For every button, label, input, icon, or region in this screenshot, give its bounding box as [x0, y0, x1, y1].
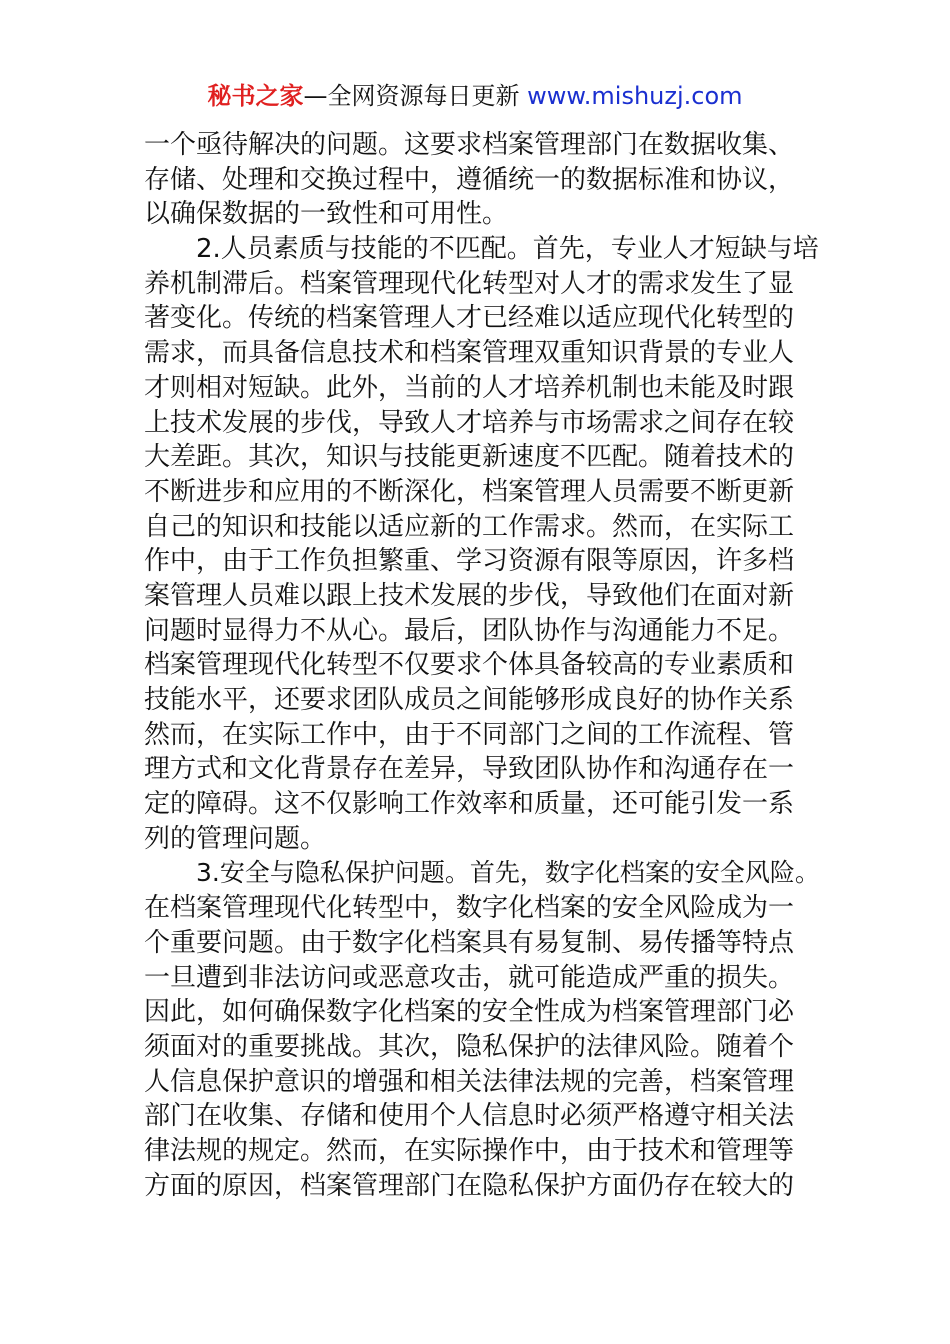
text-line: 问题时显得力不从心。最后，团队协作与沟通能力不足。 [144, 615, 795, 646]
page-header [0, 80, 950, 112]
text-line: 部门在收集、存储和使用个人信息时必须严格遵守相关法 [144, 1101, 795, 1132]
text-line: 一个亟待解决的问题。这要求档案管理部门在数据收集、 [144, 130, 795, 160]
text-line: 技能水平，还要求团队成员之间能够形成良好的协作关系 [144, 685, 795, 715]
header-slogan: —全网资源每日更新 [303, 82, 520, 110]
text-line: 自己的知识和技能以适应新的工作需求。然而，在实际工 [144, 511, 795, 542]
website-link[interactable]: www.mishuzj.com [527, 82, 743, 110]
text-line: 方面的原因，档案管理部门在隐私保护方面仍存在较大的 [144, 1170, 795, 1201]
text-line: 档案管理现代化转型不仅要求个体具备较高的专业素质和 [144, 650, 795, 681]
text-line: 在档案管理现代化转型中，数字化档案的安全风险成为一 [144, 893, 795, 924]
text-line: 上技术发展的步伐，导致人才培养与市场需求之间存在较 [144, 407, 795, 438]
text-line: 人信息保护意识的增强和相关法律法规的完善，档案管理 [144, 1066, 795, 1097]
text-line: 需求，而具备信息技术和档案管理双重知识背景的专业人 [144, 338, 795, 369]
text-line: 著变化。传统的档案管理人才已经难以适应现代化转型的 [144, 303, 795, 334]
text-line: 案管理人员难以跟上技术发展的步伐，导致他们在面对新 [144, 580, 795, 611]
text-line: 3.安全与隐私保护问题。首先，数字化档案的安全风险。 [196, 858, 820, 888]
document-body [144, 128, 824, 1203]
text-line: 个重要问题。由于数字化档案具有易复制、易传播等特点 [144, 927, 795, 958]
text-line: 列的管理问题。 [144, 823, 327, 854]
text-line: 不断进步和应用的不断深化，档案管理人员需要不断更新 [144, 476, 795, 507]
text-line: 然而，在实际工作中，由于不同部门之间的工作流程、管 [144, 719, 795, 750]
text-line: 大差距。其次，知识与技能更新速度不匹配。随着技术的 [144, 442, 795, 473]
text-line: 存储、处理和交换过程中，遵循统一的数据标准和协议， [144, 164, 795, 195]
text-line: 以确保数据的一致性和可用性。 [144, 199, 509, 230]
brand-name: 秘书之家 [207, 82, 304, 110]
text-line: 2.人员素质与技能的不匹配。首先，专业人才短缺与培 [196, 234, 819, 265]
text-line: 养机制滞后。档案管理现代化转型对人才的需求发生了显 [144, 268, 795, 299]
text-line: 才则相对短缺。此外，当前的人才培养机制也未能及时跟 [144, 372, 795, 403]
text-line: 定的障碍。这不仅影响工作效率和质量，还可能引发一系 [144, 789, 795, 820]
text-line: 作中，由于工作负担繁重、学习资源有限等原因，许多档 [144, 546, 795, 577]
text-line: 须面对的重要挑战。其次，隐私保护的法律风险。随着个 [144, 1031, 795, 1062]
text-line: 一旦遭到非法访问或恶意攻击，就可能造成严重的损失。 [144, 962, 795, 993]
text-line: 理方式和文化背景存在差异，导致团队协作和沟通存在一 [144, 754, 795, 785]
text-line: 律法规的规定。然而，在实际操作中，由于技术和管理等 [144, 1135, 795, 1166]
text-line: 因此，如何确保数字化档案的安全性成为档案管理部门必 [144, 997, 795, 1028]
